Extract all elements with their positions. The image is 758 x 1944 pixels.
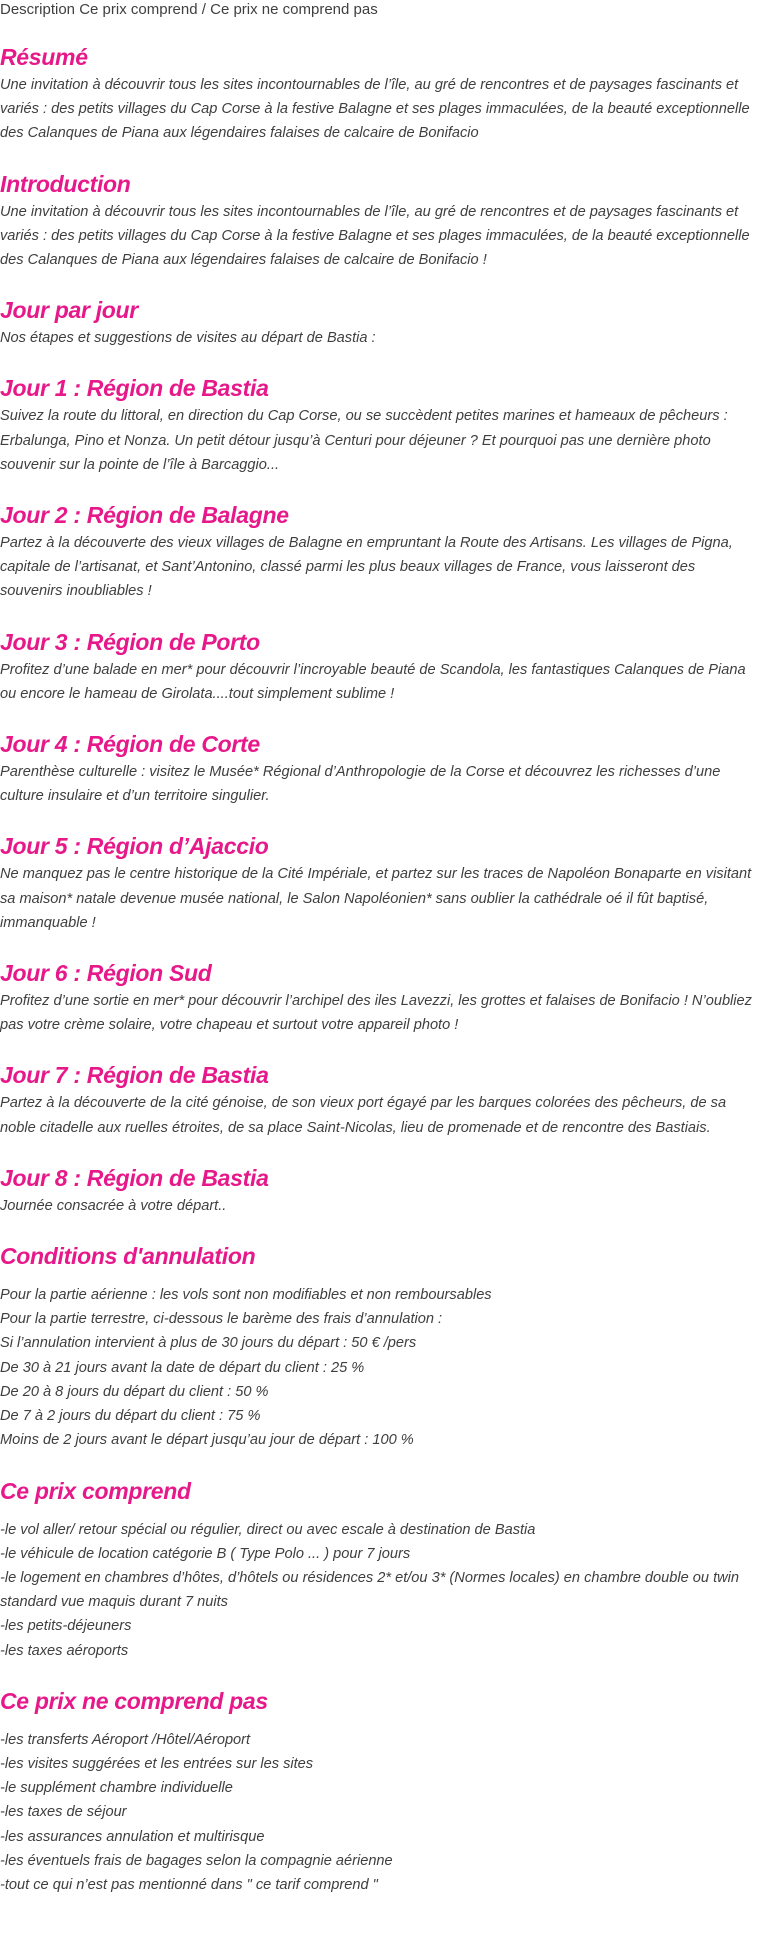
section-title: Jour 7 : Région de Bastia xyxy=(0,1062,269,1089)
list-item: De 20 à 8 jours du départ du client : 50 % xyxy=(0,1383,269,1400)
tab-separator: / xyxy=(201,1,206,18)
section-text: Nos étapes et suggestions de visites au départ de Bastia : xyxy=(0,330,376,347)
section-title: Jour 3 : Région de Porto xyxy=(0,628,260,655)
section-title: Résumé xyxy=(0,44,88,70)
section-text: Journée consacrée à votre départ.. xyxy=(0,1197,227,1214)
section-jour-3 xyxy=(0,628,758,706)
list-item: De 7 à 2 jours du départ du client : 75 % xyxy=(0,1408,261,1425)
tab-description[interactable]: Description xyxy=(0,1,76,18)
list-item: -les éventuels frais de bagages selon la compagnie aérienne xyxy=(0,1852,393,1869)
includes-list xyxy=(0,1518,758,1663)
list-item: De 30 à 21 jours avant la date de départ du client : 25 % xyxy=(0,1359,365,1376)
section-text: Parenthèse culturelle : visitez le Musée* Régional d’Anthropologie de la Corse et découvrez les richesses d’une culture insulaire et d’un territoire singulier. xyxy=(0,764,721,805)
conditions-list xyxy=(0,1283,758,1452)
section-jour-par-jour xyxy=(0,296,758,350)
section-text: Une invitation à découvrir tous les sites incontournables de l’île, au gré de rencontres et de paysages fascinants et variés : des petits villages du Cap Corse à la festive Balagne et ses plages immaculées, de la beauté exceptionnelle des Calanques de Piana aux légendaires falaises de calcaire de Bonifacio xyxy=(0,77,750,142)
list-item: Pour la partie aérienne : les vols sont non modifiables et non remboursables xyxy=(0,1287,492,1304)
section-title: Ce prix comprend xyxy=(0,1477,191,1504)
section-jour-2 xyxy=(0,501,758,604)
list-item: -les petits-déjeuners xyxy=(0,1618,132,1635)
section-title: Jour par jour xyxy=(0,297,138,324)
section-jour-7 xyxy=(0,1061,758,1139)
section-jour-4 xyxy=(0,730,758,808)
section-text: Ne manquez pas le centre historique de la Cité Impériale, et partez sur les traces de Napoléon Bonaparte en visitant sa maison* natale devenue musée national, le Salon Napoléonien* sans oublier la cathédrale oé il fût baptisé, immanquable ! xyxy=(0,866,752,931)
section-title: Jour 8 : Région de Bastia xyxy=(0,1164,269,1191)
section-jour-8 xyxy=(0,1164,758,1218)
tab-ce-prix-ne-comprend-pas[interactable]: Ce prix ne comprend pas xyxy=(210,1,378,18)
section-title: Conditions d'annulation xyxy=(0,1243,256,1270)
section-title: Ce prix ne comprend pas xyxy=(0,1687,268,1714)
list-item: -le véhicule de location catégorie B ( Type Polo ... ) pour 7 jours xyxy=(0,1545,411,1562)
list-item: -le logement en chambres d’hôtes, d’hôtels ou résidences 2* et/ou 3* (Normes locales) en chambre double ou twin standard vue maquis durant 7 nuits xyxy=(0,1569,740,1611)
list-item: -le vol aller/ retour spécial ou régulier, direct ou avec escale à destination de Bastia xyxy=(0,1521,536,1538)
excludes-list xyxy=(0,1728,758,1897)
section-conditions-annulation xyxy=(0,1242,758,1452)
section-title: Jour 1 : Région de Bastia xyxy=(0,375,269,402)
section-text: Partez à la découverte des vieux villages de Balagne en empruntant la Route des Artisans. Les villages de Pigna, capitale de l’artisanat, et Sant’Antonino, classé parmi les plus beaux villages de France, vous laisseront des souvenirs inoubliables ! xyxy=(0,535,733,600)
section-ce-prix-comprend xyxy=(0,1477,758,1663)
section-title: Jour 6 : Région Sud xyxy=(0,960,212,987)
section-title: Introduction xyxy=(0,170,131,197)
section-introduction xyxy=(0,170,758,273)
list-item: Si l’annulation intervient à plus de 30 jours du départ : 50 € /pers xyxy=(0,1335,417,1352)
list-item: -les transferts Aéroport /Hôtel/Aéroport xyxy=(0,1731,251,1748)
tab-bar xyxy=(0,0,758,20)
section-resume xyxy=(0,43,758,146)
list-item: Moins de 2 jours avant le départ jusqu’au jour de départ : 100 % xyxy=(0,1432,414,1449)
section-jour-5 xyxy=(0,832,758,935)
section-title: Jour 5 : Région d’Ajaccio xyxy=(0,833,269,860)
section-title: Jour 4 : Région de Corte xyxy=(0,731,260,758)
section-text: Une invitation à découvrir tous les sites incontournables de l’île, au gré de rencontres et de paysages fascinants et variés : des petits villages du Cap Corse à la festive Balagne et ses plages immaculées, de la beauté exceptionnelle des Calanques de Piana aux légendaires falaises de calcaire de Bonifacio ! xyxy=(0,203,750,269)
section-jour-1 xyxy=(0,374,758,477)
list-item: -les assurances annulation et multirisque xyxy=(0,1828,265,1845)
list-item: -le supplément chambre individuelle xyxy=(0,1780,233,1797)
list-item: -tout ce qui n’est pas mentionné dans " ce tarif comprend " xyxy=(0,1876,378,1893)
section-jour-6 xyxy=(0,959,758,1037)
list-item: -les taxes de séjour xyxy=(0,1804,127,1821)
tab-ce-prix-comprend[interactable]: Ce prix comprend xyxy=(79,1,198,18)
list-item: -les taxes aéroports xyxy=(0,1642,129,1659)
list-item: Pour la partie terrestre, ci-dessous le barème des frais d’annulation : xyxy=(0,1311,443,1328)
section-text: Profitez d’une sortie en mer* pour découvrir l’archipel des iles Lavezzi, les grottes et falaises de Bonifacio ! N’oubliez pas votre crème solaire, votre chapeau et surtout votre appareil photo ! xyxy=(0,993,752,1034)
list-item: -les visites suggérées et les entrées sur les sites xyxy=(0,1755,314,1772)
section-ce-prix-ne-comprend-pas xyxy=(0,1687,758,1897)
section-text: Partez à la découverte de la cité génoise, de son vieux port égayé par les barques colorées des pêcheurs, de sa noble citadelle aux ruelles étroites, de sa place Saint-Nicolas, lieu de promenade et de rencontre des Bastiais. xyxy=(0,1095,727,1136)
section-text: Suivez la route du littoral, en direction du Cap Corse, ou se succèdent petites marines et hameaux de pêcheurs : Erbalunga, Pino et Nonza. Un petit détour jusqu’à Centuri pour déjeuner ? Et pourquoi pas une dernière photo souvenir sur la pointe de l’île à Barcaggio... xyxy=(0,408,728,473)
section-text: Profitez d’une balade en mer* pour découvrir l’incroyable beauté de Scandola, les fantastiques Calanques de Piana ou encore le hameau de Girolata....tout simplement sublime ! xyxy=(0,661,746,702)
section-title: Jour 2 : Région de Balagne xyxy=(0,502,289,529)
